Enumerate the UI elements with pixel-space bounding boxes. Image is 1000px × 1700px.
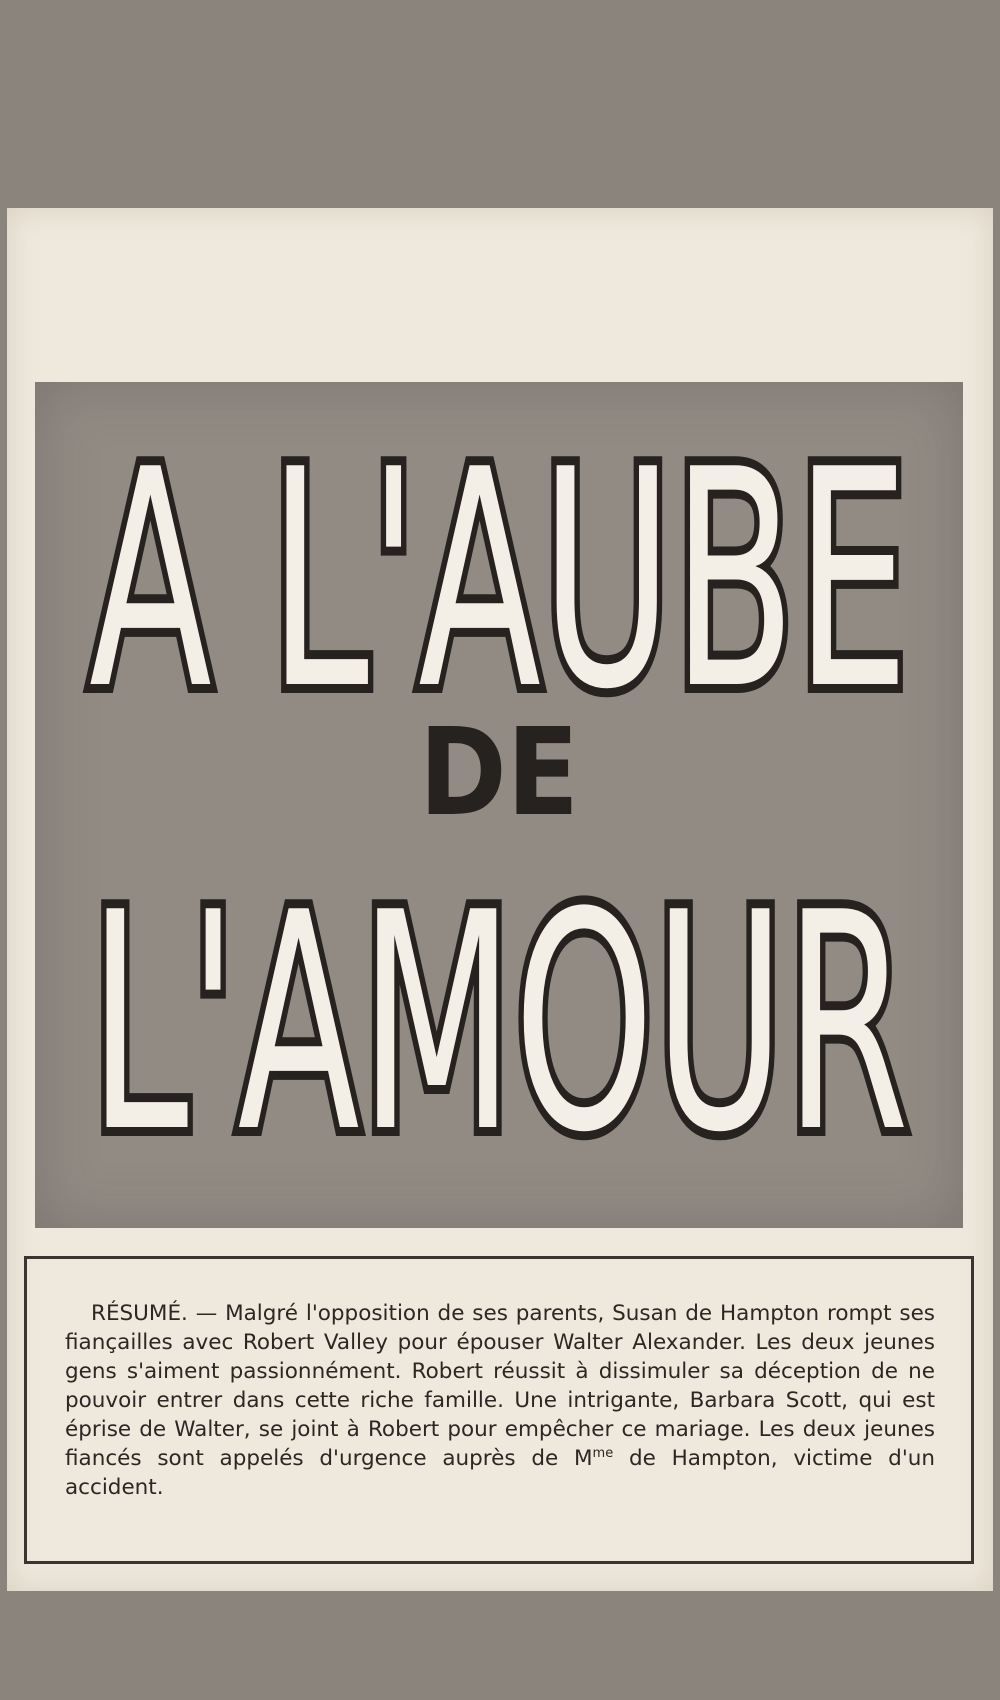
resume-superscript: me [592, 1445, 614, 1461]
title-line-3: L'AMOUR [89, 849, 909, 1198]
title-line-2: DE [419, 704, 579, 843]
title-graphic [35, 382, 963, 1228]
title-panel [35, 382, 963, 1228]
magazine-page [7, 208, 993, 1591]
title-line-1: A L'AUBE [89, 406, 909, 755]
resume-box [24, 1256, 974, 1564]
resume-text-lead: RÉSUMÉ. — Malgré l'opposition de ses parents, Susan de Hampton rompt ses fiançailles avec Robert Valley pour épouser Walter Alexander. Les deux jeunes gens s'aiment passionnément. Robert réussit à dissimuler sa déception de ne pouvoir entrer dans cette riche famille. Une intrigante, Barbara Scott, qui est éprise de Walter, se joint à Robert pour empêcher ce mariage. Les deux jeunes fiancés sont appelés d'urgence auprès de M [65, 1301, 935, 1471]
resume-text-tail: de Hampton, victime d'un accident. [65, 1446, 935, 1500]
resume-paragraph [65, 1299, 935, 1502]
